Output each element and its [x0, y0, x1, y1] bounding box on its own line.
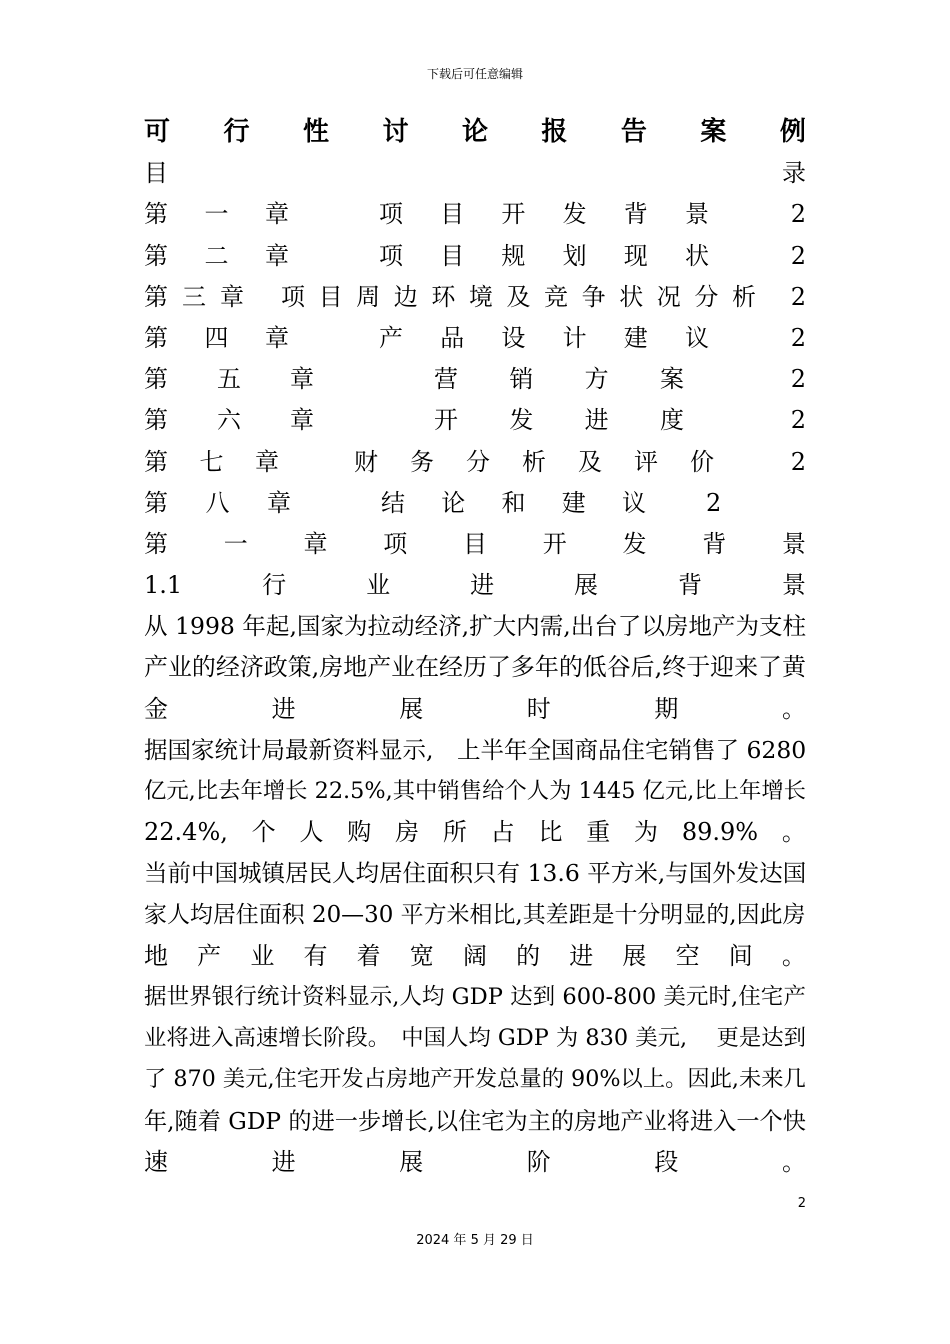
toc-chapter-number [144, 318, 289, 359]
toc-title-char: 环 [431, 282, 456, 311]
toc-chapter-title [379, 194, 709, 235]
paragraph-word: 间 [728, 941, 753, 970]
document-body [144, 112, 806, 1183]
table-of-contents [144, 194, 806, 524]
paragraph-line: 当前中国城镇居民人均居住面积只有 13.6 平方米,与国外发达国 [144, 859, 806, 888]
toc-page-number: 2 [790, 365, 806, 394]
toc-chapter-char: 第 [144, 488, 168, 517]
toc-title-char: 和 [501, 488, 526, 517]
toc-chapter-char: 七 [199, 447, 224, 476]
title-char: 讨 [382, 117, 409, 147]
toc-chapter-char: 第 [144, 241, 168, 270]
paragraph-word: 重 [586, 818, 611, 847]
paragraph-word: 阶 [526, 1147, 551, 1176]
toc-chapter-number [144, 483, 291, 524]
toc-chapter-char: 第 [144, 323, 168, 352]
toc-title-char: 分 [694, 282, 719, 311]
toc-title-char: 务 [410, 447, 434, 476]
paragraph-word: 展 [399, 694, 424, 723]
paragraph-word: 。 [781, 941, 806, 970]
toc-title-char: 项 [281, 282, 305, 311]
toc-title-char: 项 [379, 200, 403, 229]
paragraph-line: 年,随着 GDP 的进一步增长,以住宅为主的房地产业将进入一个快 [144, 1107, 806, 1135]
toc-entry [144, 400, 806, 441]
toc-title-char: 竞 [544, 282, 569, 311]
toc-chapter-char: 章 [255, 447, 279, 476]
paragraph-word: 进 [271, 1147, 296, 1176]
toc-title-char: 境 [468, 282, 493, 311]
toc-chapter-char: 一 [204, 200, 229, 229]
paragraph-word: 比 [538, 818, 563, 847]
toc-title-char: 析 [522, 447, 546, 476]
toc-chapter-number [144, 236, 289, 277]
title-char: 可 [144, 117, 171, 147]
section-heading-part: 1.1 [144, 571, 183, 600]
chapter-heading-char: 背 [702, 529, 727, 558]
toc-title-char: 状 [684, 241, 709, 270]
toc-title-char: 议 [622, 488, 646, 517]
toc-chapter-char: 第 [144, 406, 168, 435]
toc-title-char: 目 [440, 200, 465, 229]
section-heading [144, 565, 806, 606]
paragraph-word: 占 [490, 818, 515, 847]
title-char: 报 [541, 117, 568, 147]
toc-chapter-title [434, 359, 684, 400]
paragraph-word: 购 [347, 818, 372, 847]
title-char: 案 [700, 117, 727, 147]
toc-title-char: 况 [656, 282, 681, 311]
toc-chapter-number [144, 359, 314, 400]
toc-page-number: 2 [706, 488, 722, 517]
chapter-heading-char: 第 [144, 529, 168, 558]
chapter-heading-char: 目 [463, 529, 487, 558]
toc-entry [144, 236, 806, 277]
toc-entry [144, 483, 806, 524]
toc-title-char: 价 [690, 447, 714, 476]
toc-entry [144, 318, 806, 359]
toc-title-char: 目 [440, 241, 465, 270]
toc-entry [144, 277, 806, 318]
toc-title-char: 背 [623, 200, 648, 229]
paragraph-word: 着 [356, 941, 381, 970]
toc-title-char: 发 [509, 406, 534, 435]
page-header: 下载后可任意编辑 [426, 67, 523, 81]
chapter-heading-char: 发 [622, 529, 647, 558]
toc-title-char: 划 [562, 241, 587, 270]
paragraph-word: 宽 [409, 941, 434, 970]
chapter-heading-char: 章 [303, 529, 328, 558]
toc-title-char: 营 [434, 365, 458, 394]
paragraph-word: 个 [251, 818, 276, 847]
toc-title-char: 现 [623, 241, 648, 270]
page-number: 2 [797, 1196, 806, 1211]
toc-chapter-char: 章 [290, 365, 314, 394]
title-char: 性 [302, 117, 329, 147]
section-heading-part: 业 [366, 571, 391, 600]
title-char: 例 [779, 117, 806, 147]
paragraph-word: 。 [781, 1147, 806, 1176]
paragraph-word: 进 [569, 941, 594, 970]
paragraph-line-justified [144, 1142, 806, 1183]
toc-title-char: 产 [379, 323, 403, 352]
toc-chapter-title [281, 277, 756, 318]
toc-chapter-number [144, 277, 244, 318]
toc-title-char: 及 [506, 282, 531, 311]
toc-title-char: 论 [441, 488, 466, 517]
toc-title-char: 析 [731, 282, 756, 311]
paragraph-word: 的 [516, 941, 541, 970]
paragraph-word: 金 [144, 694, 168, 723]
toc-title-char: 销 [509, 365, 534, 394]
toc-title-char: 规 [501, 241, 526, 270]
paragraph-word: 地 [144, 941, 168, 970]
paragraph-line-justified [144, 812, 806, 853]
toc-title-char: 开 [501, 200, 526, 229]
toc-title-char: 设 [501, 323, 526, 352]
toc-chapter-char: 六 [217, 406, 241, 435]
toc-heading [144, 153, 806, 194]
toc-chapter-char: 第 [144, 200, 168, 229]
toc-title-char: 建 [561, 488, 586, 517]
toc-title-char: 发 [562, 200, 587, 229]
paragraph-word: 时 [526, 694, 551, 723]
document-title [144, 112, 806, 153]
toc-chapter-char: 第 [144, 365, 168, 394]
toc-title-char: 计 [562, 323, 587, 352]
toc-chapter-char: 章 [265, 241, 289, 270]
toc-title-char: 财 [354, 447, 378, 476]
paragraph-line-justified [144, 689, 806, 730]
chapter-heading-char: 景 [782, 529, 806, 558]
toc-title-char: 项 [379, 241, 403, 270]
paragraph-word: 。 [781, 818, 806, 847]
paragraph-word: 房 [395, 818, 420, 847]
paragraph-word: 人 [299, 818, 324, 847]
toc-title-char: 争 [581, 282, 606, 311]
paragraph-line: 了 870 美元,住宅开发占房地产开发总量的 90%以上。因此,未来几 [144, 1066, 806, 1093]
paragraph-line: 亿元,比去年增长 22.5%,其中销售给个人为 1445 亿元,比上年增长 [144, 778, 806, 804]
paragraph-word: 产 [197, 941, 222, 970]
title-char: 行 [223, 117, 250, 147]
paragraph-word: 进 [271, 694, 296, 723]
toc-title-char: 进 [584, 406, 609, 435]
toc-page-number: 2 [790, 406, 806, 435]
toc-chapter-char: 四 [204, 323, 229, 352]
toc-title-char: 议 [684, 323, 709, 352]
paragraph-line: 产业的经济政策,房地产业在经历了多年的低谷后,终于迎来了黄 [144, 653, 806, 682]
paragraph-word: 期 [654, 694, 679, 723]
toc-chapter-char: 五 [217, 365, 241, 394]
toc-page-number: 2 [790, 447, 806, 476]
toc-chapter-char: 章 [267, 488, 291, 517]
toc-chapter-char: 第 [144, 282, 168, 311]
paragraph-word: 业 [250, 941, 275, 970]
body-paragraph [144, 606, 806, 1183]
toc-entry [144, 359, 806, 400]
section-heading-part: 进 [470, 571, 495, 600]
title-char: 告 [620, 117, 647, 147]
paragraph-word: 展 [622, 941, 647, 970]
toc-title-char: 目 [318, 282, 343, 311]
paragraph-word: 为 [634, 818, 659, 847]
section-heading-part: 行 [262, 571, 287, 600]
paragraph-word: 22.4%, [144, 818, 228, 847]
toc-page-number: 2 [790, 200, 806, 229]
paragraph-line-justified [144, 936, 806, 977]
toc-title-char: 分 [466, 447, 490, 476]
toc-chapter-char: 章 [265, 200, 289, 229]
paragraph-word: 所 [442, 818, 467, 847]
toc-title-char: 方 [584, 365, 609, 394]
section-heading-part: 景 [781, 571, 806, 600]
paragraph-word: 89.9% [681, 818, 759, 847]
title-char: 论 [461, 117, 488, 147]
toc-page-number: 2 [790, 282, 806, 311]
toc-chapter-number [144, 400, 314, 441]
toc-title-char: 结 [381, 488, 405, 517]
toc-chapter-title [381, 483, 646, 524]
paragraph-word: 阔 [462, 941, 487, 970]
toc-title-char: 状 [619, 282, 644, 311]
toc-chapter-char: 三 [182, 282, 206, 311]
toc-chapter-char: 章 [290, 406, 314, 435]
paragraph-word: 速 [144, 1147, 168, 1176]
chapter-heading-char: 一 [223, 529, 248, 558]
toc-chapter-title [379, 318, 709, 359]
paragraph-word: 有 [303, 941, 328, 970]
page-footer-date: 2024 年 5 月 29 日 [416, 1233, 534, 1248]
section-heading-part: 背 [678, 571, 703, 600]
paragraph-line: 从 1998 年起,国家为拉动经济,扩大内需,出台了以房地产为支柱 [144, 612, 806, 641]
toc-title-char: 景 [684, 200, 709, 229]
toc-title-char: 开 [434, 406, 458, 435]
chapter-heading [144, 524, 806, 565]
toc-title-char: 边 [393, 282, 418, 311]
chapter-heading-char: 项 [383, 529, 408, 558]
toc-chapter-number [144, 194, 289, 235]
toc-chapter-char: 章 [220, 282, 244, 311]
toc-title-char: 品 [440, 323, 465, 352]
toc-title-char: 案 [659, 365, 684, 394]
toc-chapter-char: 章 [265, 323, 289, 352]
paragraph-line: 业将进入高速增长阶段。 中国人均 GDP 为 830 美元, 更是达到 [144, 1025, 806, 1052]
paragraph-word: 。 [781, 694, 806, 723]
toc-chapter-char: 八 [205, 488, 230, 517]
toc-chapter-title [379, 236, 709, 277]
toc-chapter-char: 二 [204, 241, 229, 270]
section-heading-part: 展 [574, 571, 599, 600]
paragraph-word: 空 [675, 941, 700, 970]
toc-page-number: 2 [790, 323, 806, 352]
toc-title-char: 建 [623, 323, 648, 352]
toc-title-char: 周 [356, 282, 381, 311]
chapter-heading-char: 开 [542, 529, 567, 558]
toc-title-char: 度 [659, 406, 684, 435]
paragraph-word: 段 [654, 1147, 679, 1176]
toc-chapter-title [354, 442, 714, 483]
toc-entry [144, 442, 806, 483]
paragraph-line: 家人均居住面积 20—30 平方米相比,其差距是十分明显的,因此房 [144, 901, 806, 928]
paragraph-word: 展 [399, 1147, 424, 1176]
toc-chapter-char: 第 [144, 447, 168, 476]
toc-page-number: 2 [790, 241, 806, 270]
paragraph-line: 据国家统计局最新资料显示, 上半年全国商品住宅销售了 6280 [144, 735, 806, 764]
toc-title-char: 评 [634, 447, 658, 476]
toc-heading-char: 目 [144, 159, 168, 188]
toc-heading-char: 录 [782, 159, 806, 188]
toc-entry [144, 194, 806, 235]
paragraph-line: 据世界银行统计资料显示,人均 GDP 达到 600-800 美元时,住宅产 [144, 983, 806, 1010]
toc-title-char: 及 [578, 447, 602, 476]
toc-chapter-number [144, 442, 279, 483]
toc-chapter-title [434, 400, 684, 441]
